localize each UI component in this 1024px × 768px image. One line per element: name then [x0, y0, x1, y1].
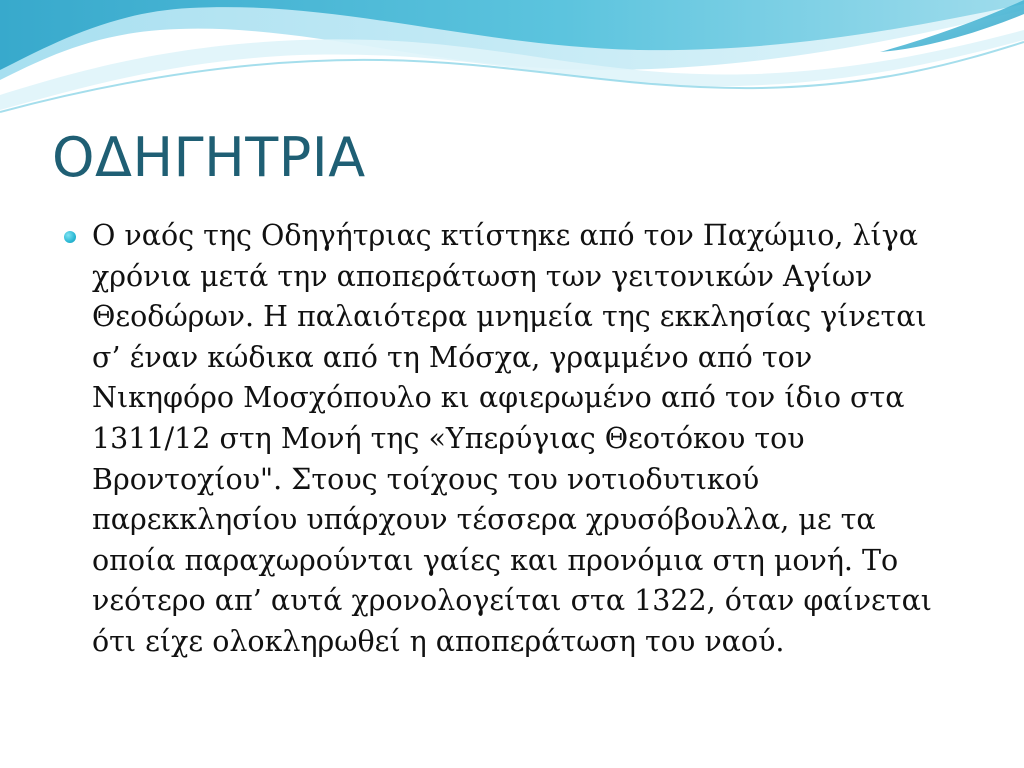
bullet-dot-icon	[64, 231, 76, 243]
bullet-text: Ο ναός της Οδηγήτριας κτίστηκε από τον Παχώμιο, λίγα χρόνια μετά την αποπεράτωση των γειτονικών Αγίων Θεοδώρων. Η παλαιότερα μνημεία της εκκλησίας γίνεται σ’ έναν κώδικα από τη Μόσχα, γραμμένο από τον Νικηφόρο Μοσχόπουλο κι αφιερωμένο από τον ίδιο στα 1311/12 στη Μονή της «Υπερύγιας Θεοτόκου του Βροντοχίου". Στους τοίχους του νοτιοδυτικού παρεκκλησίου υπάρχουν τέσσερα χρυσόβουλλα, με τα οποία παραχωρούνται γαίες και προνόμια στη μονή. Το νεότερο απ’ αυτά χρονολογείται στα 1322, όταν φαίνεται ότι είχε ολοκληρωθεί η αποπεράτωση του ναού.	[92, 219, 932, 658]
bullet-list	[62, 216, 962, 663]
bullet-item	[62, 216, 962, 663]
slide-title: ΟΔΗΓΗΤΡΙΑ	[52, 126, 366, 189]
wave-header-decoration	[0, 0, 1024, 120]
